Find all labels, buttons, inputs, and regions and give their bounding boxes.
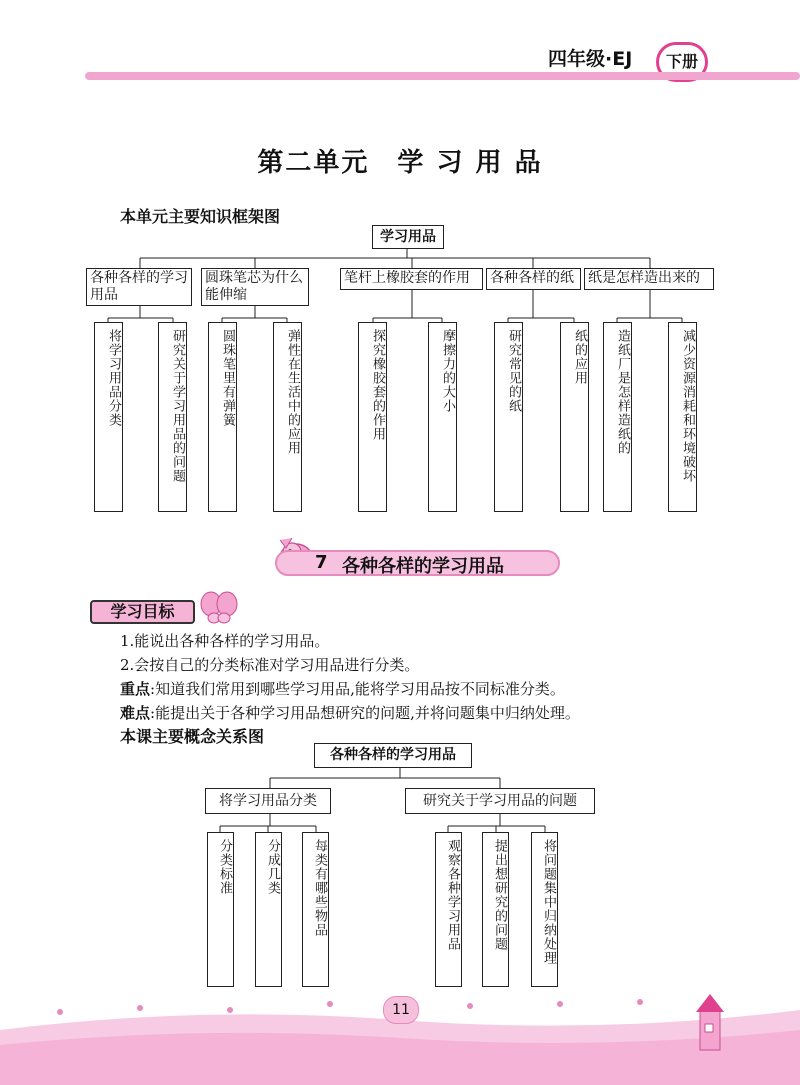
concept-branch-2: 研究关于学习用品的问题 <box>405 788 595 814</box>
concept-root: 各种各样的学习用品 <box>314 743 472 768</box>
goals-tag: 学习目标 <box>90 600 195 624</box>
concept-leaf: 分类标准 <box>207 832 234 987</box>
unit-leaf: 研究常见的纸 <box>494 322 523 512</box>
butterfly-icon <box>198 590 240 626</box>
unit-leaf: 弹性在生活中的应用 <box>273 322 302 512</box>
difficulty-point <box>120 702 580 723</box>
difficulty-label: 难点 <box>120 704 151 722</box>
goal-item-2: 2.会按自己的分类标准对学习用品进行分类。 <box>120 656 420 674</box>
unit-branch-5: 纸是怎样造出来的 <box>584 268 714 290</box>
unit-map-label: 本单元主要知识框架图 <box>120 207 281 226</box>
unit-leaf: 减少资源消耗和环境破坏 <box>668 322 697 512</box>
key-label: 重点 <box>120 680 151 698</box>
unit-leaf: 将学习用品分类 <box>94 322 123 512</box>
unit-map-root: 学习用品 <box>372 225 444 249</box>
goal-item-1: 1.能说出各种各样的学习用品。 <box>120 632 330 650</box>
unit-branch-1: 各种各样的学习用品 <box>86 268 192 306</box>
grade-label: 四年级·EJ <box>548 48 633 70</box>
concept-leaf: 分成几类 <box>255 832 282 987</box>
unit-leaf: 造纸厂是怎样造纸的 <box>603 322 632 512</box>
unit-leaf: 纸的应用 <box>560 322 589 512</box>
lesson-title: 各种各样的学习用品 <box>342 556 504 577</box>
unit-leaf: 研究关于学习用品的问题 <box>158 322 187 512</box>
house-icon <box>696 994 724 1050</box>
unit-leaf: 探究橡胶套的作用 <box>358 322 387 512</box>
unit-leaf: 摩擦力的大小 <box>428 322 457 512</box>
unit-title: 第二单元 学 习 用 品 <box>257 148 543 178</box>
key-point <box>120 678 565 699</box>
unit-leaf: 圆珠笔里有弹簧 <box>208 322 237 512</box>
unit-branch-2: 圆珠笔芯为什么能伸缩 <box>201 268 309 306</box>
page-number: 11 <box>383 996 419 1024</box>
concept-leaf: 观察各种学习用品 <box>435 832 462 987</box>
concept-leaf: 提出想研究的问题 <box>482 832 509 987</box>
concept-leaf: 每类有哪些物品 <box>302 832 329 987</box>
unit-branch-4: 各种各样的纸 <box>486 268 581 290</box>
lesson-number: 7 <box>315 552 328 573</box>
unit-branch-3: 笔杆上橡胶套的作用 <box>340 268 483 290</box>
concept-branch-1: 将学习用品分类 <box>205 788 331 814</box>
key-text: :知道我们常用到哪些学习用品,能将学习用品按不同标准分类。 <box>150 680 565 698</box>
concept-map-label: 本课主要概念关系图 <box>120 727 265 746</box>
volume-badge: 下册 <box>656 42 708 82</box>
concept-leaf: 将问题集中归纳处理 <box>531 832 558 987</box>
difficulty-text: :能提出关于各种学习用品想研究的问题,并将问题集中归纳处理。 <box>150 704 580 722</box>
